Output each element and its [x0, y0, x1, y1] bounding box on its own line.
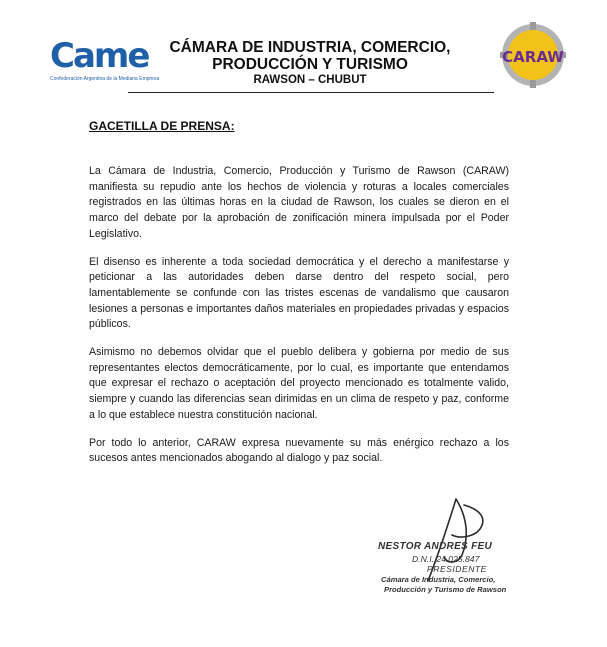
caraw-logo — [500, 22, 566, 88]
signer-role: PRESIDENTE — [427, 564, 487, 574]
header-divider — [128, 92, 494, 93]
came-wordmark: Came — [50, 36, 149, 76]
organization-location: RAWSON – CHUBUT — [253, 74, 367, 86]
caraw-wordmark: CARAW — [502, 48, 564, 66]
stamp-line: Cámara de Industria, Comercio, — [381, 575, 496, 584]
came-tagline: Confederación Argentina de la Mediana Empresa — [50, 76, 160, 82]
organization-title: CÁMARA DE INDUSTRIA, COMERCIO, PRODUCCIÓN Y TURISMO — [169, 39, 451, 73]
paragraph: La Cámara de Industria, Comercio, Producción y Turismo de Rawson (CARAW) manifiesta su repudio ante los hechos de violencia y roturas a locales comerciales registrados en las últimas horas en la ciudad de Rawson, los cuales se dieron en el marco del debate por la aprobación de zonificación minera impulsada por el Poder Legislativo. — [89, 165, 509, 240]
paragraph: El disenso es inherente a toda sociedad democrática y el derecho a manifestarse y peticionar a las autoridades deben darse dentro del respeto social, pero lamentablemente se confunde con las tristes escenas de vandalismo que causaron lesiones a personas e importantes daños materiales en propiedades privadas y espacios públicos. — [89, 255, 509, 331]
paragraph: Asimismo no debemos olvidar que el pueblo delibera y gobierna por medio de sus representantes electos democráticamente, por lo cual, es importante que entendamos que expresar el rechazo o aceptación del proyecto mencionado es totalmente valido, siempre y cuando las diferencias sean dirimidas en un clima de respeto y paz, conforme a lo que establece nuestra constitución nacional. — [89, 346, 509, 421]
stamp-line: Producción y Turismo de Rawson — [384, 585, 507, 594]
signer-name: NESTOR ANDRES FEU — [378, 541, 493, 552]
paragraph: Por todo lo anterior, CARAW expresa nuevamente su más enérgico rechazo a los sucesos antes mencionados abogando al dialogo y paz social. — [89, 436, 509, 465]
press-release-heading: GACETILLA DE PRENSA: — [89, 119, 235, 133]
press-release-body — [89, 164, 509, 479]
signer-dni: D.N.I. 24.025.847 — [412, 554, 480, 564]
